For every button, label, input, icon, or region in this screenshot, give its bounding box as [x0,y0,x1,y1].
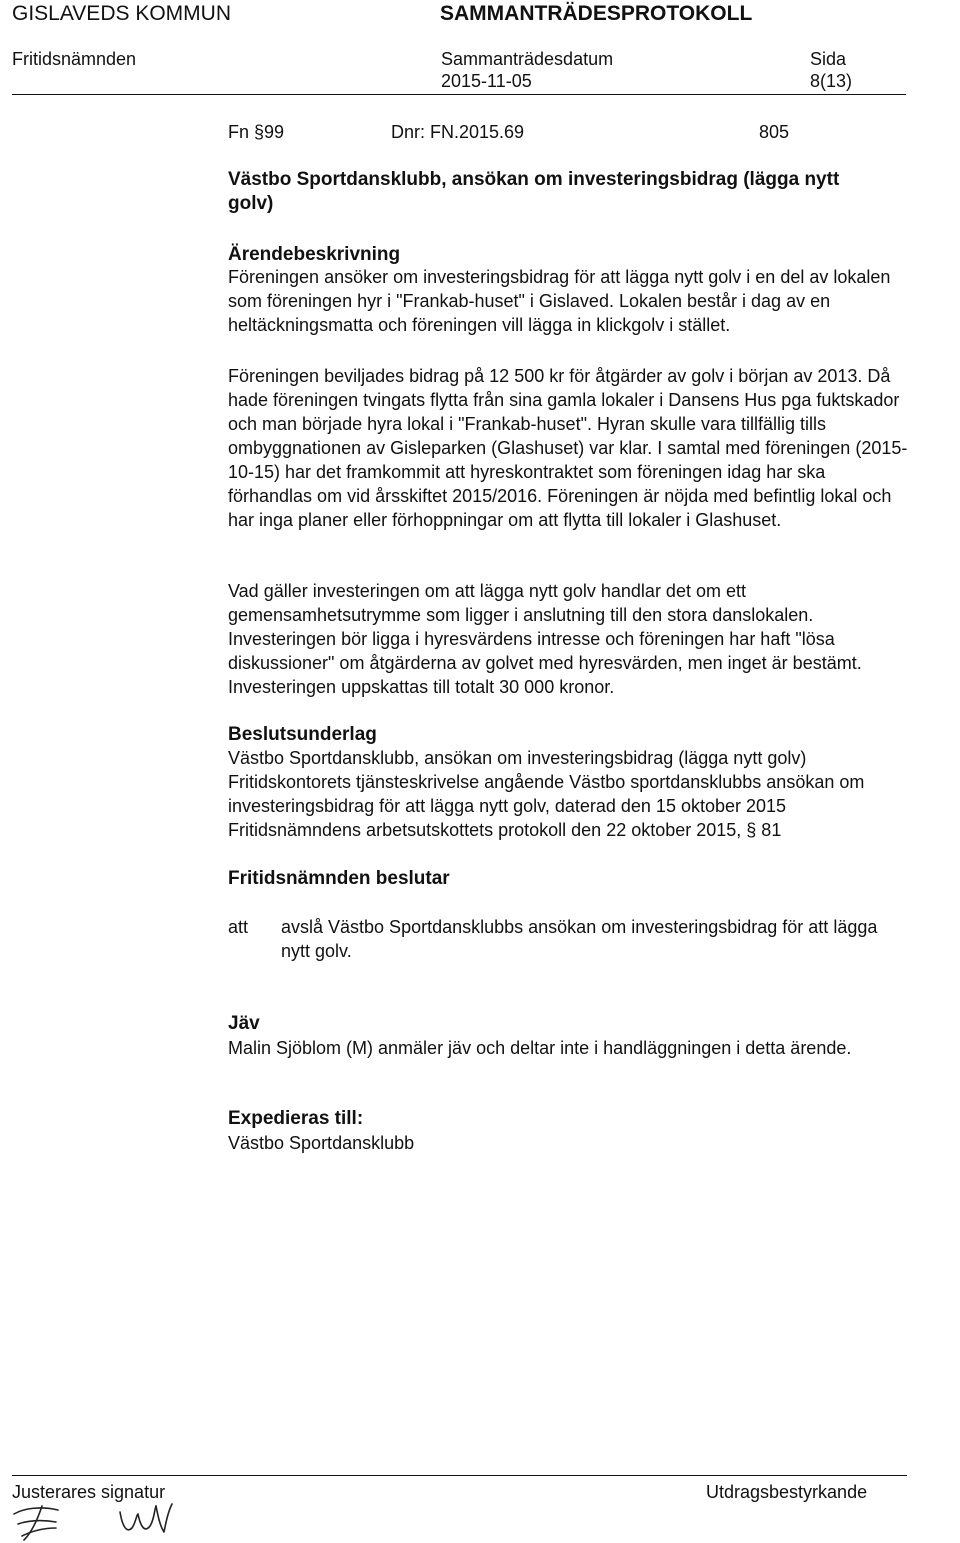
meeting-date: 2015-11-05 [441,71,532,91]
decision-basis-list [228,746,908,842]
case-description-paragraph [228,579,908,699]
list-item: Fritidsnämndens arbetsutskottets protokoll den 22 oktober 2015, § 81 [228,820,782,840]
jav-text: Malin Sjöblom (M) anmäler jäv och deltar inte i handläggningen i detta ärende. [228,1038,852,1058]
recipient-text: Västbo Sportdansklubb [228,1133,415,1153]
paragraph-text: Vad gäller investeringen om att lägga nytt golv handlar det om ett gemensamhetsutrymme som ligger i anslutning till den stora danslokalen. Investeringen bör ligga i hyresvärdens intresse och föreningen har haft "lösa diskussioner" om åtgärderna av golvet med hyresvärden, men inget är bestämt. Investeringen uppskattas till totalt 30 000 kronor. [228,581,862,697]
header-divider [12,94,906,95]
case-description-paragraph [228,364,908,532]
decision-text: avslå Västbo Sportdansklubbs ansökan om investeringsbidrag för att lägga nytt golv. [281,917,878,961]
page-label: Sida [810,49,847,69]
paragraph-text: Föreningen ansöker om investeringsbidrag för att lägga nytt golv i en del av lokalen som föreningen hyr i "Frankab-huset" i Gislaved. Lokalen består i dag av en heltäckningsmatta och föreningen vill lägga in klickgolv i stället. [228,267,891,335]
page-number: 8(13) [810,71,853,91]
section-heading-jav: Jäv [228,1013,260,1034]
list-item: Västbo Sportdansklubb, ansökan om investeringsbidrag (lägga nytt golv) [228,748,807,768]
case-number: 805 [759,122,790,142]
certification-label: Utdragsbestyrkande [706,1482,868,1502]
section-heading-expedieras: Expedieras till: [228,1108,364,1129]
case-title: Västbo Sportdansklubb, ansökan om investeringsbidrag (lägga nytt golv) [228,169,840,214]
paragraph-number: Fn §99 [228,122,285,142]
section-heading-beslut: Fritidsnämnden beslutar [228,868,450,889]
document-type-title: SAMMANTRÄDESPROTOKOLL [440,2,753,25]
handwritten-signature-icon [8,1498,208,1543]
board-name: Fritidsnämnden [12,49,137,69]
decision-prefix: att [228,917,249,937]
footer-divider [12,1475,907,1476]
registration-number: Dnr: FN.2015.69 [391,122,525,142]
case-description-paragraph [228,265,908,337]
meeting-date-label: Sammanträdesdatum [441,49,614,69]
paragraph-text: Föreningen beviljades bidrag på 12 500 kr för åtgärder av golv i början av 2013. Då hade föreningen tvingats flytta från sina gamla lokaler i Dansens Hus pga fuktskador och man började hyra lokal i "Frankab-huset". Hyran skulle vara tillfällig tills ombyggnationen av Gisleparken (Glashuset) var klar. I samtal med föreningen (2015-10-15) har det framkommit att hyreskontraktet som föreningen idag har ska förhandlas om vid årsskiftet 2015/2016. Föreningen är nöjda med befintlig lokal och har inga planer eller förhoppningar om att flytta till lokaler i Glashuset. [228,366,908,530]
list-item: Fritidskontorets tjänsteskrivelse angående Västbo sportdansklubbs ansökan om investeringsbidrag för att lägga nytt golv, daterad den 15 oktober 2015 [228,772,865,816]
organization-name: GISLAVEDS KOMMUN [12,2,231,25]
section-heading-beslutsunderlag: Beslutsunderlag [228,724,377,745]
section-heading-arendebeskrivning: Ärendebeskrivning [228,244,401,265]
signature-label: Justerares signatur [12,1482,166,1502]
